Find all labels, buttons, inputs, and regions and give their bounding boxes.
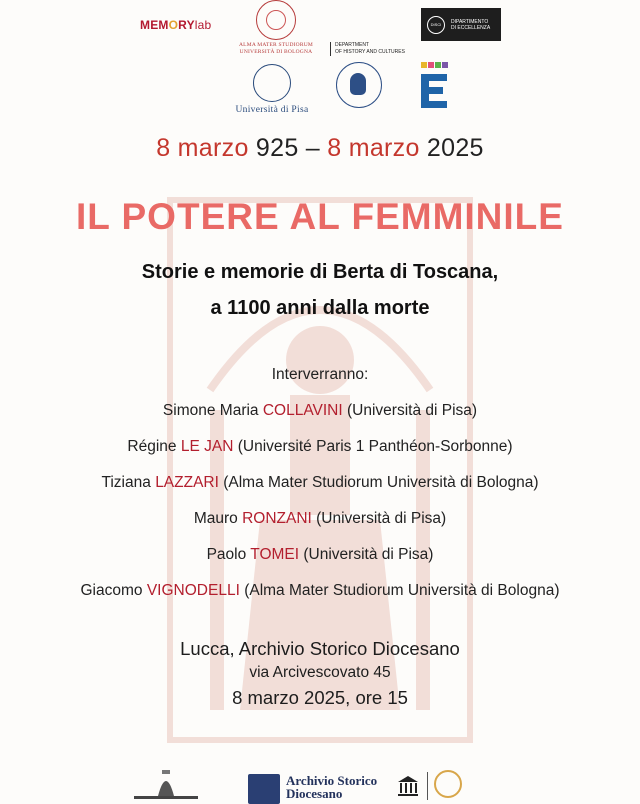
venue-block (0, 637, 640, 711)
speaker-last-name: RONZANI (242, 510, 312, 527)
subtitle-line1: Storie e memorie di Berta di Toscana, (141, 261, 499, 283)
venue-place: Lucca, Archivio Storico Diocesano (180, 638, 460, 659)
top-logo-bar (0, 0, 640, 120)
speaker-first-name: Paolo (206, 546, 247, 563)
memorylab-text-1: MEM (140, 18, 169, 32)
unesco-temple-icon (396, 774, 420, 798)
speaker-row (0, 465, 640, 501)
speaker-last-name: LE JAN (180, 438, 234, 455)
unibo-logo (231, 0, 321, 55)
event-subtitle (0, 254, 640, 326)
disci-logo (421, 8, 501, 41)
department-line2: OF HISTORY AND CULTURES (335, 49, 405, 55)
speaker-affiliation: (Università di Pisa) (316, 510, 447, 527)
speaker-first-name: Régine (127, 438, 177, 455)
pisa-name: Università di Pisa (235, 105, 309, 115)
unibo-name-line1: ALMA MATER STUDIORUM (239, 42, 313, 48)
speaker-affiliation: (Université Paris 1 Panthéon-Sorbonne) (237, 438, 513, 455)
date-dash: – (305, 134, 320, 162)
end-day: 8 marzo (327, 134, 420, 162)
speaker-last-name: TOMEI (250, 546, 300, 563)
archivio-line2: Diocesano (286, 786, 343, 801)
speaker-last-name: VIGNODELLI (146, 582, 240, 599)
bottom-logo-bar (0, 760, 640, 800)
speaker-affiliation: (Università di Pisa) (347, 402, 478, 419)
subtitle-line2: a 1100 anni dalla morte (210, 297, 430, 319)
pisa-seal-icon (253, 64, 291, 102)
speaker-first-name: Simone Maria (162, 402, 259, 419)
archdiocese-crest-icon (128, 766, 204, 800)
logo-divider (427, 772, 428, 800)
speaker-row (0, 537, 640, 573)
start-day: 8 marzo (156, 134, 249, 162)
speakers-list (0, 366, 640, 609)
speaker-affiliation: (Alma Mater Studiorum Università di Bologna) (223, 474, 539, 491)
disci-line3: DI ECCELLENZA (451, 24, 491, 31)
speaker-affiliation: (Università di Pisa) (303, 546, 434, 563)
speakers-intro: Interverranno: (271, 366, 369, 383)
unibo-name-line2: UNIVERSITÀ DI BOLOGNA (239, 48, 313, 55)
pisa-logo (222, 64, 322, 115)
event-title: IL POTERE AL FEMMINILE (76, 196, 564, 237)
department-line1: DEPARTMENT (335, 42, 369, 48)
owl-seal-icon (336, 62, 382, 108)
speaker-first-name: Giacomo (80, 582, 143, 599)
speaker-row (0, 429, 640, 465)
e-logo-icon (421, 62, 447, 108)
disci-line2: DIPARTIMENTO (451, 18, 489, 25)
department-logo (330, 42, 405, 56)
memorylab-text-2: RY (178, 18, 195, 32)
speaker-row (0, 393, 640, 429)
venue-street: via Arcivescovato 45 (249, 664, 391, 681)
speaker-last-name: COLLAVINI (262, 402, 343, 419)
disci-badge: DISCI (427, 16, 445, 34)
unibo-seal-icon (256, 0, 296, 40)
speaker-row (0, 573, 640, 609)
memorylab-text-3: lab (194, 18, 212, 32)
memorylab-text-o: O (168, 18, 179, 32)
speaker-last-name: LAZZARI (155, 474, 219, 491)
date-range (0, 134, 640, 163)
gold-ring-icon (434, 770, 462, 798)
end-year: 2025 (426, 134, 484, 162)
start-year: 925 (255, 134, 299, 162)
speaker-first-name: Tiziana (101, 474, 151, 491)
speaker-row (0, 501, 640, 537)
event-datetime: 8 marzo 2025, ore 15 (232, 687, 408, 708)
speaker-affiliation: (Alma Mater Studiorum Università di Bologna) (244, 582, 560, 599)
archivio-line1: Archivio Storico (286, 773, 378, 788)
speaker-first-name: Mauro (193, 510, 238, 527)
memorylab-logo (140, 18, 211, 32)
